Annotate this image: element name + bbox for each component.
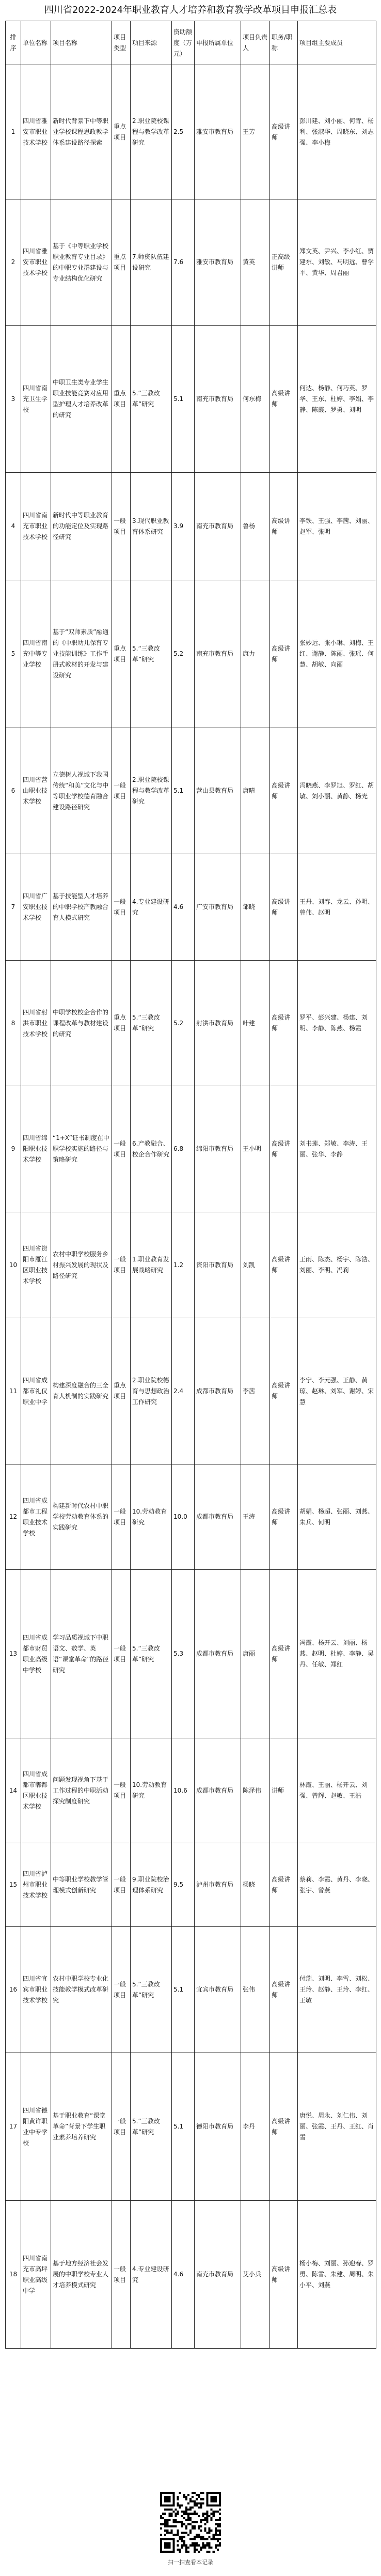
footer [0,2492,381,2567]
row-no: 5 [6,580,21,728]
row-unit: 四川省成都市郫都区职业技术学校 [21,1738,51,1843]
row-no: 10 [6,1212,21,1318]
row-unit: 四川省雅安市职业技术学校 [21,65,51,199]
row-leader: 叶建 [241,961,270,1086]
row-dept: 射洪市教育局 [195,961,241,1086]
row-members: 李宁、李元强、王静、黄琼、赵琳、刘军、谢婷、宋慧 [298,1318,376,1464]
row-amount: 5.1 [172,2053,195,2201]
row-project-name: 基于“双师素质”融通的《中职幼儿保育专业技能训练》工作手册式教材的开发与建设研究 [51,580,112,728]
row-members: 李铁、王强、李茜、刘丽、赵军、张明 [298,473,376,580]
row-dept: 成都市教育局 [195,1570,241,1738]
row-source: 7.师资队伍建设研究 [131,199,172,326]
row-members: 王雨、陈杰、杨宇、陈浩、刘丽、李明、冯莉 [298,1212,376,1318]
row-title: 高级讲师 [270,473,298,580]
row-type: 一般项目 [112,1927,131,2053]
row-members: 杨小梅、刘丽、孙迎春、罗勇、陈雪、朱建、周明、朱小平、刘燕 [298,2201,376,2349]
row-amount: 7.6 [172,199,195,326]
row-dept: 南充市教育局 [195,580,241,728]
row-unit: 四川省射洪市职业技术学校 [21,961,51,1086]
table-row [6,1843,376,1927]
row-amount: 2.4 [172,1318,195,1464]
row-unit: 四川省南充卫生学校 [21,326,51,473]
row-amount: 2.5 [172,65,195,199]
row-title: 高级讲师 [270,1212,298,1318]
row-leader: 陈泽伟 [241,1738,270,1843]
row-amount: 5.3 [172,1570,195,1738]
row-type: 一般项目 [112,1843,131,1927]
row-leader: 鲁杨 [241,473,270,580]
row-dept: 雅安市教育局 [195,199,241,326]
row-members: 刘书莲、郑敏、李涛、王丽、张华、李静 [298,1086,376,1212]
row-source: 5.“三教改革”研究 [131,961,172,1086]
table-row [6,1318,376,1464]
row-title: 高级讲师 [270,961,298,1086]
row-dept: 营山县教育局 [195,728,241,854]
header-dept: 申报所属单位 [195,21,241,65]
table-row [6,728,376,854]
row-members: 林霞、王丽、杨开云、刘强、曾辉、赵敏、王浩 [298,1738,376,1843]
header-name: 项目名称 [51,21,112,65]
row-no: 14 [6,1738,21,1843]
row-no: 1 [6,65,21,199]
table-row [6,65,376,199]
row-amount: 1.2 [172,1212,195,1318]
row-dept: 成都市教育局 [195,1738,241,1843]
row-no: 16 [6,1927,21,2053]
row-dept: 成都市教育局 [195,1464,241,1570]
row-project-name: “1+X”证书制度在中职学校实施的路径与策略研究 [51,1086,112,1212]
row-dept: 绵阳市教育局 [195,1086,241,1212]
row-project-name: 立德树人视域下我国传统“和美”文化与中等职业学校德育融合建设路径研究 [51,728,112,854]
row-project-name: 构建新时代农村中职学校劳动教育体系的实践研究 [51,1464,112,1570]
row-unit: 四川省成都市礼仪职业中学 [21,1318,51,1464]
row-source: 1.职业教育发展战略研究 [131,1212,172,1318]
header-title: 职务/职称 [270,21,298,65]
row-no: 17 [6,2053,21,2201]
row-no: 11 [6,1318,21,1464]
row-project-name: 新时代中等职业教育的功能定位及实现路径研究 [51,473,112,580]
row-no: 4 [6,473,21,580]
row-amount: 5.1 [172,1927,195,2053]
row-dept: 成都市教育局 [195,1318,241,1464]
row-source: 2.职业院校课程与教学改革研究 [131,65,172,199]
header-source: 项目来源 [131,21,172,65]
row-dept: 德阳市教育局 [195,2053,241,2201]
table-row [6,473,376,580]
row-leader: 康力 [241,580,270,728]
row-amount: 5.2 [172,961,195,1086]
row-leader: 李丹 [241,2053,270,2201]
row-unit: 四川省泸州市职业技术学校 [21,1843,51,1927]
row-dept: 南充市教育局 [195,473,241,580]
row-leader: 杨晓 [241,1843,270,1927]
row-no: 15 [6,1843,21,1927]
row-project-name: 新时代背景下中等职业学校课程思政教学体系建设路径探索 [51,65,112,199]
table-header-row [6,21,376,65]
footer-note: 扫一扫查看本记录 [168,2559,213,2566]
row-unit: 四川省南充市职业技术学校 [21,473,51,580]
table-row [6,854,376,961]
row-project-name: 农村中职学校服务乡村振兴发展的现状及路径研究 [51,1212,112,1318]
qr-code-icon[interactable] [160,2492,221,2553]
table-row [6,326,376,473]
row-title: 高级讲师 [270,326,298,473]
row-amount: 10.0 [172,1464,195,1570]
row-members: 胡娟、杨超、张丽、刘燕、朱兵、何明 [298,1464,376,1570]
row-type: 一般项目 [112,1212,131,1318]
row-dept: 南充市教育局 [195,2201,241,2349]
row-unit: 四川省营山职业技术学校 [21,728,51,854]
row-source: 4.专业建设研究 [131,2201,172,2349]
row-leader: 邹晓 [241,854,270,961]
table-row [6,1570,376,1738]
row-leader: 李茜 [241,1318,270,1464]
header-leader: 项目负责人 [241,21,270,65]
row-members: 冯霞、杨开云、刘丽、杨燕、赵明、杜婷、李静、吴丹、任敏、郑红 [298,1570,376,1738]
row-members: 张妙远、张小琳、刘梅、王红、谢静、陈丽、张瑶、何慧、胡敏、向丽 [298,580,376,728]
row-amount: 10.6 [172,1738,195,1843]
row-project-name: 中职学校校企合作的课程改革与教材建设的研究 [51,961,112,1086]
row-type: 重点项目 [112,326,131,473]
row-members: 蔡莉、李霞、黄丹、李晓、张宇、曾燕 [298,1843,376,1927]
table-row [6,199,376,326]
row-title: 讲师 [270,1738,298,1843]
row-type: 一般项目 [112,2053,131,2201]
table-row [6,1738,376,1843]
row-no: 3 [6,326,21,473]
row-no: 13 [6,1570,21,1738]
row-members: 彭川建、刘小丽、何青、杨利、张淑华、周晓东、刘志强、李小梅 [298,65,376,199]
row-amount: 9.5 [172,1843,195,1927]
row-dept: 雅安市教育局 [195,65,241,199]
header-unit: 单位名称 [21,21,51,65]
row-source: 3.现代职业教育体系研究 [131,473,172,580]
row-leader: 刘凯 [241,1212,270,1318]
row-unit: 四川省德阳黄许职业中专学校 [21,2053,51,2201]
row-leader: 何东梅 [241,326,270,473]
row-leader: 王小明 [241,1086,270,1212]
row-type: 重点项目 [112,580,131,728]
row-project-name: 基于职业教育“课堂革命”背景下学生职业素养培养研究 [51,2053,112,2201]
row-source: 10.劳动教育研究 [131,1738,172,1843]
row-source: 10.劳动教育研究 [131,1464,172,1570]
row-leader: 唐晴 [241,728,270,854]
row-no: 6 [6,728,21,854]
row-source: 2.职业院校德育与思想政治工作研究 [131,1318,172,1464]
row-members: 冯晓燕、李罗旭、罗红、胡敏、刘小丽、黄静、杨光 [298,728,376,854]
row-type: 一般项目 [112,473,131,580]
row-type: 一般项目 [112,1738,131,1843]
row-source: 5.“三教改革”研究 [131,326,172,473]
row-title: 正高级讲师 [270,199,298,326]
header-type: 项目类型 [112,21,131,65]
row-no: 7 [6,854,21,961]
row-leader: 艾小兵 [241,2201,270,2349]
row-dept: 广安市教育局 [195,854,241,961]
row-type: 一般项目 [112,728,131,854]
row-type: 一般项目 [112,2201,131,2349]
row-dept: 南充市教育局 [195,326,241,473]
row-type: 一般项目 [112,1086,131,1212]
table-row [6,1464,376,1570]
row-members: 罗平、彭兴建、杨建、刘明、李静、陈燕、杨霞 [298,961,376,1086]
row-amount: 5.1 [172,728,195,854]
row-title: 高级讲师 [270,1927,298,2053]
row-leader: 王芳 [241,65,270,199]
row-title: 高级讲师 [270,728,298,854]
row-title: 高级讲师 [270,2201,298,2349]
row-source: 9.职业院校治理体系研究 [131,1843,172,1927]
row-dept: 泸州市教育局 [195,1843,241,1927]
row-no: 9 [6,1086,21,1212]
row-no: 12 [6,1464,21,1570]
row-members: 何达、杨静、何巧英、罗华、王东、杜婷、李娟、李静、陈霞、罗勇、刘明 [298,326,376,473]
row-unit: 四川省成都市财贸职业高级中学校 [21,1570,51,1738]
row-title: 高级讲师 [270,580,298,728]
row-unit: 四川省成都市工程职业技术学校 [21,1464,51,1570]
row-leader: 唐丽 [241,1570,270,1738]
row-unit: 四川省资阳市雁江区职业技术学校 [21,1212,51,1318]
row-dept: 宜宾市教育局 [195,1927,241,2053]
table-row [6,1212,376,1318]
report-table [5,21,376,2349]
row-no: 2 [6,199,21,326]
row-amount: 4.6 [172,854,195,961]
row-unit: 四川省南充中等专业学校 [21,580,51,728]
row-type: 一般项目 [112,854,131,961]
row-type: 一般项目 [112,1570,131,1738]
row-no: 18 [6,2201,21,2349]
row-unit: 四川省雅安市职业技术学校 [21,199,51,326]
row-members: 郑文英、尹兴、李小红、贾建东、刘敏、马明远、曹学平、黄华、周君丽 [298,199,376,326]
row-no: 8 [6,961,21,1086]
row-amount: 3.9 [172,473,195,580]
row-type: 一般项目 [112,1464,131,1570]
row-title: 高级讲师 [270,1570,298,1738]
row-title: 高级讲师 [270,1843,298,1927]
row-source: 5.“三教改革”研究 [131,1927,172,2053]
row-source: 5.“三教改革”研究 [131,580,172,728]
row-leader: 王涛 [241,1464,270,1570]
row-leader: 黄英 [241,199,270,326]
row-type: 重点项目 [112,199,131,326]
row-amount: 5.2 [172,580,195,728]
row-amount: 5.1 [172,326,195,473]
row-members: 王丹、刘春、龙云、孙明、曾伟、赵明 [298,854,376,961]
row-title: 高级讲师 [270,1464,298,1570]
row-dept: 资阳市教育局 [195,1212,241,1318]
table-row [6,2053,376,2201]
row-title: 高级讲师 [270,65,298,199]
row-leader: 张伟 [241,1927,270,2053]
row-unit: 四川省宜宾市职业技术学校 [21,1927,51,2053]
header-members: 项目组主要成员 [298,21,376,65]
row-type: 重点项目 [112,961,131,1086]
row-project-name: 基于《中等职业学校职业教育专业目录》的中职专业群建设与专业结构优化研究 [51,199,112,326]
row-project-name: 问题发现视角下基于工作过程的中职活动探究制度研究 [51,1738,112,1843]
table-row [6,1086,376,1212]
row-project-name: 中等职业学校教学管理模式创新研究 [51,1843,112,1927]
row-unit: 四川省南充市高坪职业高级中学 [21,2201,51,2349]
row-project-name: 农村中职学校专业化技能教学模式改革研究 [51,1927,112,2053]
row-project-name: 基于技能型人才培养的中职学校产教融合育人模式研究 [51,854,112,961]
row-title: 高级讲师 [270,1086,298,1212]
table-row [6,1927,376,2053]
row-type: 重点项目 [112,1318,131,1464]
page-title: 四川省2022-2024年职业教育人才培养和教育教学改革项目申报汇总表 [44,5,337,16]
row-title: 高级讲师 [270,1318,298,1464]
row-source: 4.专业建设研究 [131,854,172,961]
row-project-name: 学习品质视域下中职语文、数学、英语“课堂革命”的路径研究 [51,1570,112,1738]
row-source: 6.产教融合、校企合作研究 [131,1086,172,1212]
row-type: 重点项目 [112,65,131,199]
row-title: 高级讲师 [270,854,298,961]
row-amount: 4.6 [172,2201,195,2349]
row-members: 付瑞、刘明、李雪、刘松、王玲、赵静、王玲、李红、王敏 [298,1927,376,2053]
row-source: 2.职业院校课程与教学改革研究 [131,728,172,854]
row-project-name: 构建深度融合的三全育人机制的实践研究 [51,1318,112,1464]
row-members: 唐悦、周永、刘仁伟、刘丽、张霞、王丹、王红、肖雪 [298,2053,376,2201]
header-amount: 资助额度（万元） [172,21,195,65]
row-project-name: 中职卫生类专业学生职业技能竞赛对应用型护理人才培养改革的研究 [51,326,112,473]
row-source: 5.“三教改革”研究 [131,2053,172,2201]
header-no: 排序 [6,21,21,65]
row-title: 高级讲师 [270,2053,298,2201]
row-unit: 四川省广安职业技术学校 [21,854,51,961]
row-unit: 四川省绵阳职业技术学校 [21,1086,51,1212]
row-project-name: 基于地方经济社会发展的中职学校专业人才培养模式研究 [51,2201,112,2349]
table-row [6,580,376,728]
table-row [6,2201,376,2349]
row-source: 5.“三教改革”研究 [131,1570,172,1738]
row-amount: 6.8 [172,1086,195,1212]
table-row [6,961,376,1086]
